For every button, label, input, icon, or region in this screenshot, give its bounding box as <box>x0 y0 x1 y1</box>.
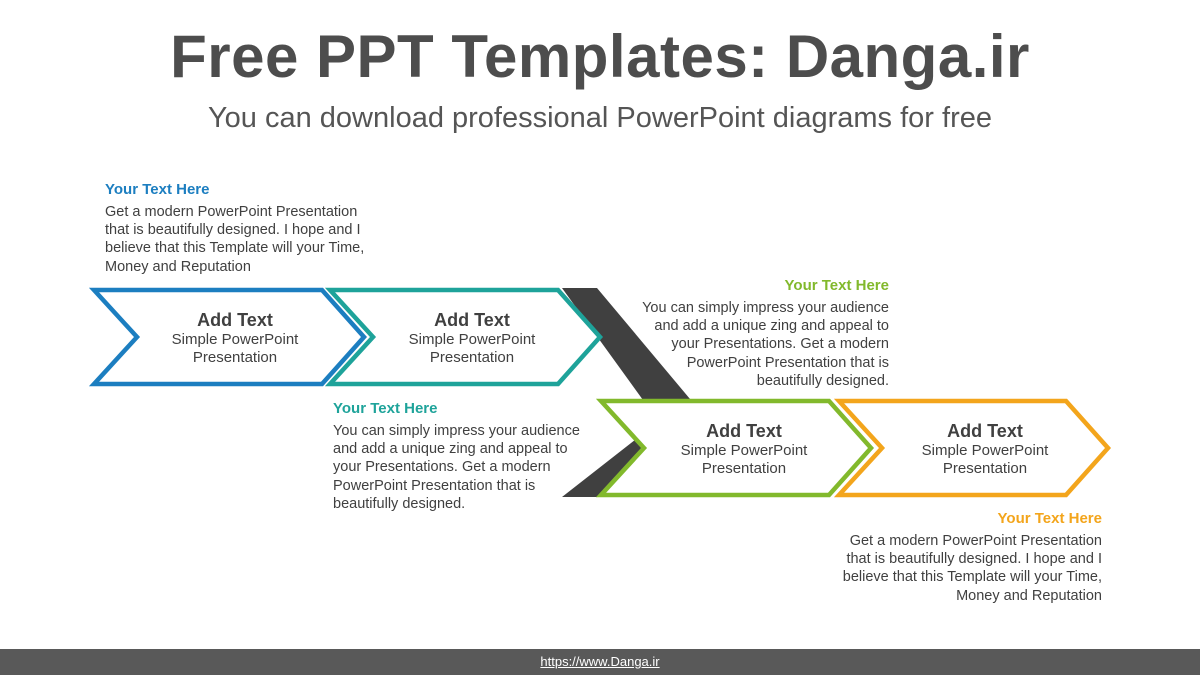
note-4-line: Money and Reputation <box>956 587 1102 604</box>
note-1-heading: Your Text Here <box>105 181 210 198</box>
note-3-line: beautifully designed. <box>756 372 889 389</box>
note-2-line: You can simply impress your audience <box>333 423 580 439</box>
note-2-line: beautifully designed. <box>333 495 466 512</box>
step-2-line1: Simple PowerPoint <box>408 331 536 348</box>
step-4-title: Add Text <box>947 421 1023 441</box>
step-2-line2: Presentation <box>429 349 515 366</box>
note-3-line: You can simply impress your audience <box>642 300 889 316</box>
page-title: Free PPT Templates: Danga.ir <box>170 23 1030 90</box>
note-4 <box>812 510 1102 605</box>
page-subtitle: You can download professional PowerPoint diagrams for free <box>207 102 992 134</box>
note-2-line: PowerPoint Presentation that is <box>333 477 536 494</box>
note-1 <box>105 181 395 276</box>
note-2-line: and add a unique zing and appeal to <box>333 441 568 458</box>
note-1-body <box>105 203 395 276</box>
footer-link[interactable]: https://www.Danga.ir <box>540 654 660 669</box>
step-4-line2: Presentation <box>942 460 1028 477</box>
note-3-body <box>599 299 889 390</box>
note-4-heading: Your Text Here <box>997 510 1102 527</box>
step-1-title: Add Text <box>197 310 273 330</box>
note-2-line: your Presentations. Get a modern <box>333 459 551 476</box>
note-2-body <box>333 422 623 513</box>
step-3-line1: Simple PowerPoint <box>680 442 808 459</box>
step-4-line1: Simple PowerPoint <box>921 442 1049 459</box>
step-3-line2: Presentation <box>701 460 787 477</box>
note-3-line: and add a unique zing and appeal to <box>654 318 889 335</box>
note-3 <box>599 277 889 390</box>
note-1-line: Money and Reputation <box>105 258 251 275</box>
note-4-line: believe that this Template will your Time, <box>842 569 1102 586</box>
step-4-label <box>885 420 1085 478</box>
note-3-line: your Presentations. Get a modern <box>671 336 889 353</box>
note-1-line: Get a modern PowerPoint Presentation <box>105 204 358 220</box>
step-3-label <box>644 420 844 478</box>
step-1-label <box>135 309 335 367</box>
step-1-line2: Presentation <box>192 349 278 366</box>
note-4-body <box>812 532 1102 605</box>
footer-bar <box>0 649 1200 675</box>
step-2-label <box>372 309 572 367</box>
step-1-line1: Simple PowerPoint <box>171 331 299 348</box>
note-4-line: that is beautifully designed. I hope and I <box>846 551 1102 568</box>
note-2 <box>333 400 623 513</box>
note-3-line: PowerPoint Presentation that is <box>686 354 889 371</box>
note-3-heading: Your Text Here <box>784 277 889 294</box>
note-2-heading: Your Text Here <box>333 400 438 417</box>
step-3-title: Add Text <box>706 421 782 441</box>
note-1-line: believe that this Template will your Time, <box>105 240 365 257</box>
note-4-line: Get a modern PowerPoint Presentation <box>849 533 1102 549</box>
step-2-title: Add Text <box>434 310 510 330</box>
note-1-line: that is beautifully designed. I hope and I <box>105 222 361 239</box>
